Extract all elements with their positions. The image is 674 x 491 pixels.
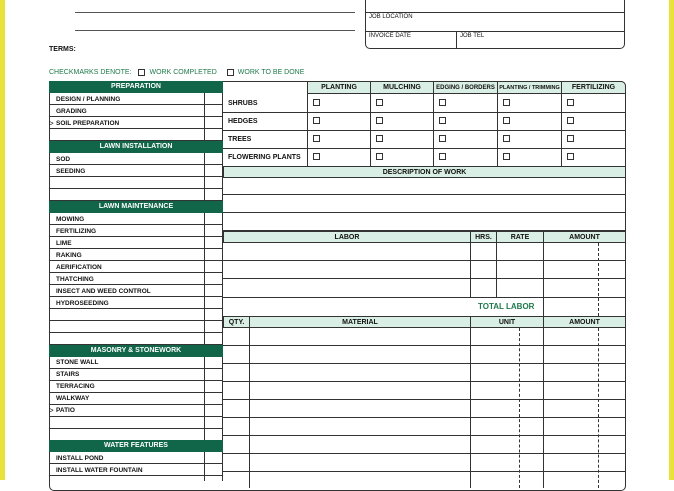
preparation-header: PREPARATION [49,81,223,93]
col-mulching: MULCHING [370,81,434,94]
material-col: MATERIAL [249,316,471,328]
list-item[interactable]: FERTILIZING [56,228,97,235]
address-line[interactable] [75,30,355,31]
list-item[interactable]: HYDROSEEDING [56,300,109,307]
col-edging: EDGING / BORDERS [433,81,498,94]
list-item[interactable]: LIME [56,240,72,247]
description-header: DESCRIPTION OF WORK [223,166,626,178]
col-planting: PLANTING [307,81,371,94]
job-name-label [369,0,414,1]
list-item[interactable]: MOWING [56,216,85,223]
checkmarks-denote-label: CHECKMARKS DENOTE: [49,69,132,76]
grid-checkbox[interactable] [503,117,510,124]
grid-checkbox[interactable] [439,135,446,142]
checkmarks-legend [49,69,304,76]
work-completed-label: WORK COMPLETED [149,69,217,76]
job-location-label: JOB LOCATION [369,14,413,20]
materials-table [223,316,626,486]
list-item[interactable]: RAKING [56,252,82,259]
list-item[interactable]: STONE WALL [56,359,99,366]
grid-checkbox[interactable] [376,135,383,142]
grid-checkbox[interactable] [567,117,574,124]
lawn-maintenance-header: LAWN MAINTENANCE [49,201,223,213]
list-item[interactable]: INSTALL WATER FOUNTAIN [56,467,143,474]
grid-checkbox[interactable] [567,99,574,106]
list-item[interactable]: SOD [56,156,71,163]
arrow-marker-icon: > [49,406,54,415]
invoice-date-label: INVOICE DATE [369,33,411,39]
grid-checkbox[interactable] [439,117,446,124]
hrs-col: HRS. [470,231,497,243]
row-hedges: HEDGES [228,118,258,125]
description-line[interactable] [223,195,626,213]
grid-checkbox[interactable] [313,99,320,106]
labor-table [223,231,626,316]
arrow-marker-icon: > [49,119,54,128]
list-item[interactable]: SOIL PREPARATION [56,120,120,127]
list-item[interactable]: DESIGN / PLANNING [56,96,121,103]
list-item[interactable]: SEEDING [56,168,86,175]
page-border-right [669,0,674,480]
grid-checkbox[interactable] [439,99,446,106]
list-item[interactable]: THATCHING [56,276,94,283]
list-item[interactable]: AERIFICATION [56,264,102,271]
grid-checkbox[interactable] [376,117,383,124]
grid-checkbox[interactable] [313,153,320,160]
job-info-box [365,0,625,49]
list-item[interactable]: TERRACING [56,383,95,390]
row-flowering: FLOWERING PLANTS [228,154,301,161]
list-item[interactable]: PATIO [56,407,75,414]
total-labor-label: TOTAL LABOR [478,302,535,311]
water-features-header: WATER FEATURES [49,440,223,452]
list-item[interactable]: INSECT AND WEED CONTROL [56,288,151,295]
row-trees: TREES [228,136,252,143]
grid-checkbox[interactable] [567,153,574,160]
unit-col: UNIT [470,316,544,328]
page-border-left [0,0,5,480]
grid-checkbox[interactable] [567,135,574,142]
qty-col: QTY. [223,316,250,328]
work-to-be-done-checkbox[interactable] [227,69,234,76]
amount-col: AMOUNT [543,231,626,243]
masonry-header: MASONRY & STONEWORK [49,345,223,357]
grid-checkbox[interactable] [503,135,510,142]
grid-checkbox[interactable] [503,153,510,160]
description-line[interactable] [223,178,626,195]
job-tel-label: JOB TEL [460,33,485,39]
labor-col: LABOR [223,231,471,243]
grid-checkbox[interactable] [439,153,446,160]
lawn-installation-header: LAWN INSTALLATION [49,141,223,153]
rate-col: RATE [496,231,544,243]
terms-label: TERMS: [49,46,76,53]
work-to-be-done-label: WORK TO BE DONE [237,69,305,76]
address-line[interactable] [75,12,355,13]
grid-checkbox[interactable] [503,99,510,106]
col-trimming: PLANTING / TRIMMING [497,81,562,94]
grid-checkbox[interactable] [376,153,383,160]
list-item[interactable]: INSTALL POND [56,455,104,462]
grid-checkbox[interactable] [313,135,320,142]
row-shrubs: SHRUBS [228,100,258,107]
list-item[interactable]: STAIRS [56,371,80,378]
col-fertilizing: FERTILIZING [561,81,626,94]
description-line[interactable] [223,213,626,231]
grid-checkbox[interactable] [313,117,320,124]
grid-checkbox[interactable] [376,99,383,106]
list-item[interactable]: GRADING [56,108,87,115]
mat-amount-col: AMOUNT [543,316,626,328]
plant-grid [223,81,626,167]
list-item[interactable]: WALKWAY [56,395,90,402]
work-completed-checkbox[interactable] [138,69,145,76]
